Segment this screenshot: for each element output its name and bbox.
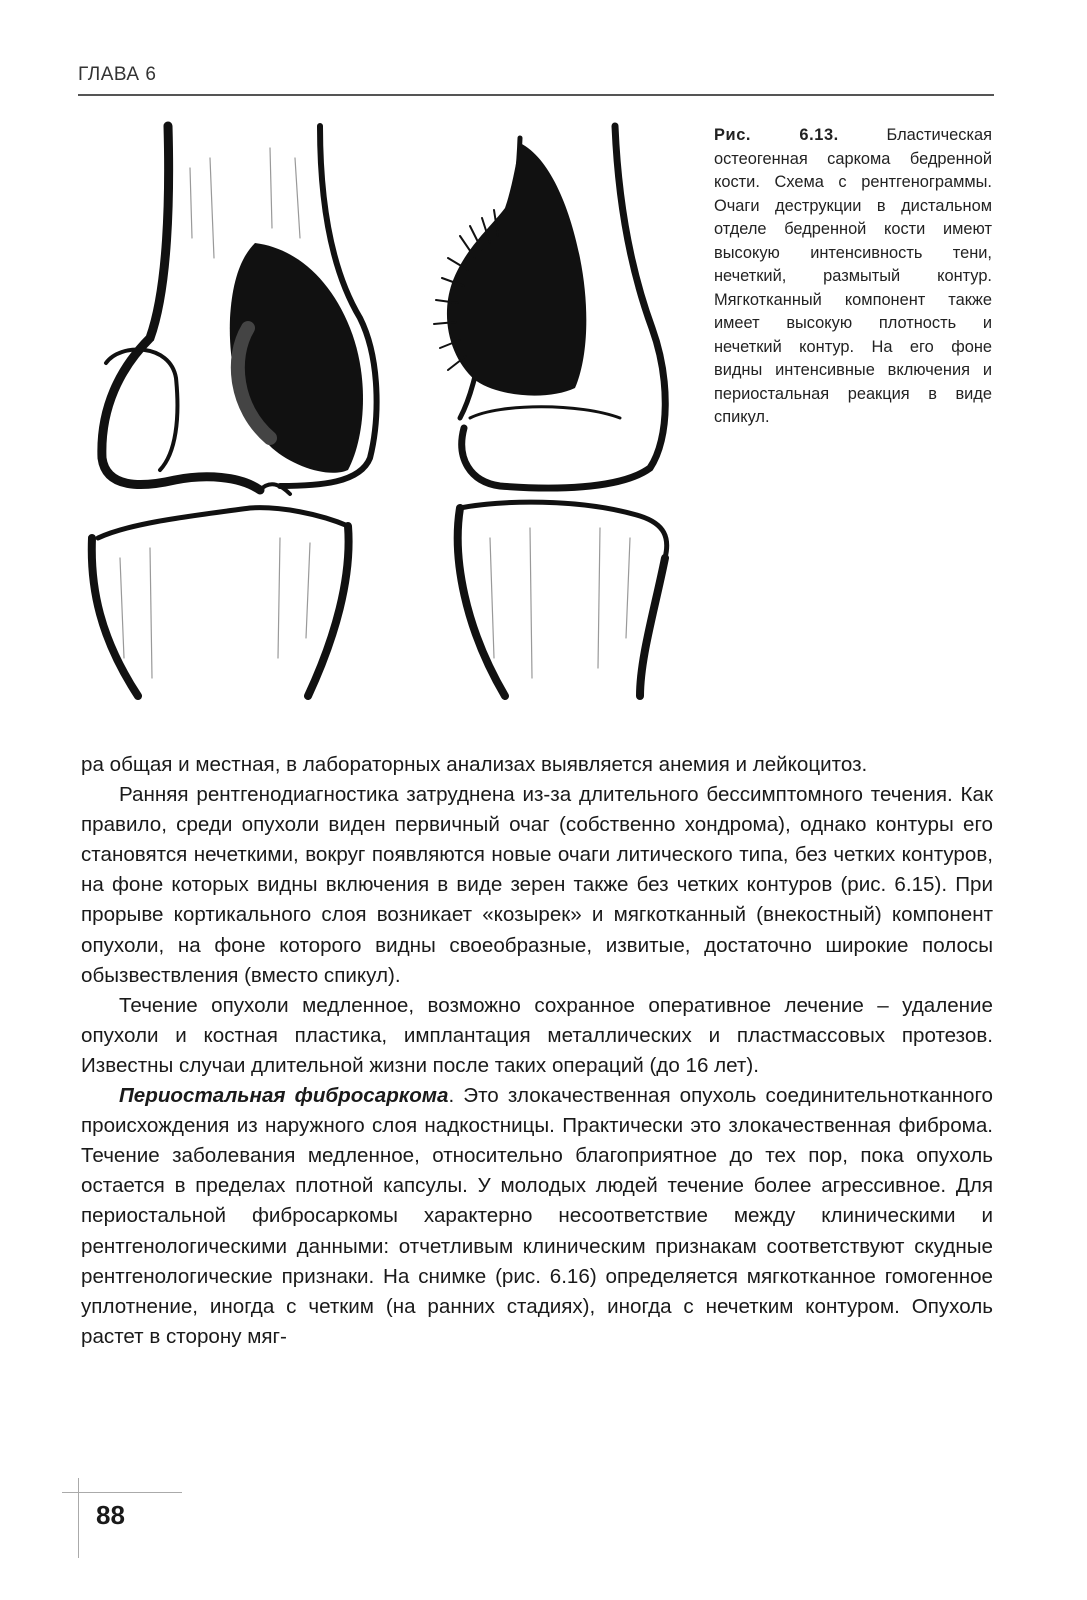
page-number: 88 [96,1500,125,1530]
page-corner-mark-horizontal [62,1492,182,1493]
figure-caption-text: Бластическая остеогенная саркома бедренной кости. Схема с рентгенограммы. Очаги деструкции в дистальном отделе бедренной кости имеют высокую интенсивность тени, нечеткий, размытый контур. Мягкотканный компонент также имеет высокую плотность и нечеткий контур. На его фоне видны интенсивные включения и периостальная реакция в виде спикул. [714,126,992,426]
header-rule [78,94,994,96]
paragraph-2: Ранняя рентгенодиагностика затруднена из-за длительного бессимптомного течения. Как правило, среди опухоли виден первичный очаг (собственно хондрома), однако контуры его становятся нечеткими, вокруг появляются новые очаги литического типа, без четких контуров, на фоне которых видны включения в виде зерен также без четких контуров (рис. 6.15). При прорыве кортикального слоя возникает «козырек» и мягкотканный (внекостный) компонент опухоли, на фоне которого видны своеобразные, извитые, достаточно широкие полосы обызвествления (вместо спикул). [81,783,993,987]
paragraph-3: Течение опухоли медленное, возможно сохранное оперативное лечение – удаление опухоли и костная пластика, имплантация металлических и пластмассовых протезов. Известны случаи длительной жизни после таких операций (до 16 лет). [81,993,993,1077]
paragraph-1: ра общая и местная, в лабораторных анализах выявляется анемия и лейкоцитоз. [81,753,868,776]
running-head-chapter: ГЛАВА 6 [78,64,157,85]
body-text [81,750,993,1352]
page-corner-mark-vertical [78,1478,79,1558]
paragraph-4-text: . Это злокачественная опухоль соединительнотканного происхождения из наружного слоя надкостницы. Практически это злокачественная фиброма. Течение заболевания медленное, относительно благоприятное до тех пор, пока опухоль остается в пределах плотной капсулы. У молодых людей течение более агрессивное. Для периостальной фибросаркомы характерно несоответствие между клиническими и рентгенологическими данными: отчетливым клиническим признакам соответствуют скудные рентгенологические признаки. На снимке (рис. 6.16) определяется мягкотканное гомогенное уплотнение, иногда с четким (на ранних стадиях), иногда с нечетким контуром. Опухоль растет в сторону мяг- [81,1084,993,1348]
figure-caption [714,124,992,430]
right-tibia [458,502,667,696]
figure-label: Рис. 6.13. [714,126,839,144]
knee-xray-schematic [80,118,680,703]
left-tibia [92,508,349,696]
term-periosteal-fibrosarcoma: Периостальная фибросаркома [119,1084,449,1108]
paragraph-4 [81,1081,993,1352]
figure-knee-sarcoma-drawing [80,118,680,703]
